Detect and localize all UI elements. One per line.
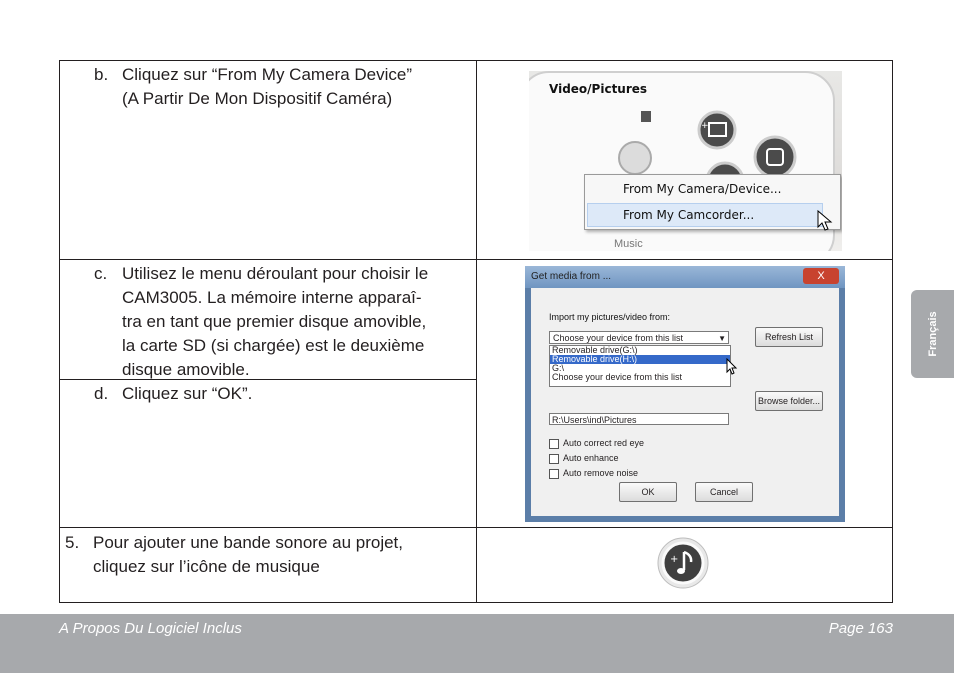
- page-footer: [0, 614, 954, 673]
- music-label: Music: [614, 238, 643, 250]
- checkbox-label: Auto correct red eye: [563, 438, 645, 448]
- step-text: [122, 63, 412, 111]
- row-divider: [59, 527, 893, 528]
- save-icon: [641, 111, 651, 122]
- svg-text:+: +: [670, 554, 679, 565]
- step-marker: d.: [94, 384, 109, 403]
- step-line: la carte SD (si chargée) est le deuxième: [122, 336, 425, 355]
- video-pictures-screenshot: [529, 71, 842, 251]
- step-marker: c.: [94, 264, 108, 283]
- step-text: [93, 531, 403, 579]
- cancel-button[interactable]: Cancel: [695, 482, 753, 502]
- dropdown-item[interactable]: Removable drive(G:\): [552, 345, 638, 355]
- checkbox-icon: [549, 469, 559, 479]
- menu-item-camcorder[interactable]: From My Camcorder...: [587, 203, 823, 227]
- step-line: (A Partir De Mon Dispositif Caméra): [122, 89, 393, 108]
- step-text: [122, 382, 252, 406]
- device-dropdown-list: [549, 345, 731, 387]
- checkbox-red-eye[interactable]: [549, 438, 644, 449]
- import-label: Import my pictures/video from:: [549, 312, 671, 322]
- language-tab-label: Français: [926, 311, 939, 357]
- step-line: cliquez sur l’icône de musique: [93, 557, 320, 576]
- checkbox-noise[interactable]: [549, 468, 638, 479]
- combo-value: Choose your device from this list: [553, 333, 684, 343]
- camera-device-icon: [755, 137, 795, 177]
- dialog-body: [531, 288, 839, 516]
- row-divider: [59, 259, 893, 260]
- column-divider: [476, 60, 477, 603]
- device-combo[interactable]: [549, 331, 729, 344]
- step-marker: 5.: [65, 533, 80, 552]
- step-line: CAM3005. La mémoire interne apparaî-: [122, 288, 422, 307]
- browse-folder-button[interactable]: Browse folder...: [755, 391, 823, 411]
- step-line: Pour ajouter une bande sonore au projet,: [93, 533, 404, 552]
- menu-item-camera-device[interactable]: From My Camera/Device...: [623, 182, 782, 196]
- step-line: tra en tant que premier disque amovible,: [122, 312, 427, 331]
- step-line: Cliquez sur “OK”.: [122, 384, 253, 403]
- step-line: Utilisez le menu déroulant pour choisir le: [122, 264, 429, 283]
- step-line: disque amovible.: [122, 360, 250, 379]
- checkbox-enhance[interactable]: [549, 453, 619, 464]
- dialog-titlebar: [525, 266, 845, 288]
- folder-path-field[interactable]: R:\Users\ind\Pictures: [549, 413, 729, 425]
- ok-button[interactable]: OK: [619, 482, 677, 502]
- dropdown-item[interactable]: Removable drive(H:\): [550, 355, 730, 364]
- get-media-dialog-screenshot: [525, 266, 845, 522]
- checkbox-label: Auto remove noise: [563, 468, 639, 478]
- dropdown-item[interactable]: Choose your device from this list: [552, 372, 683, 382]
- checkbox-icon: [549, 439, 559, 449]
- step-marker: b.: [94, 65, 109, 84]
- music-add-icon[interactable]: [656, 536, 710, 590]
- checkbox-label: Auto enhance: [563, 453, 619, 463]
- page-number: Page 163: [828, 620, 893, 637]
- step-line: Cliquez sur “From My Camera Device”: [122, 65, 412, 84]
- chevron-down-icon: ▼: [718, 334, 726, 343]
- language-tab: [911, 290, 954, 378]
- footer-section-title: A Propos Du Logiciel Inclus: [59, 620, 242, 637]
- step-text: [122, 262, 428, 382]
- disc-icon: [619, 142, 651, 174]
- close-button[interactable]: X: [803, 268, 839, 284]
- checkbox-icon: [549, 454, 559, 464]
- refresh-list-button[interactable]: Refresh List: [755, 327, 823, 347]
- dialog-title: Get media from ...: [531, 271, 612, 282]
- cursor-icon: [816, 209, 834, 233]
- svg-text:+: +: [701, 121, 709, 131]
- context-menu: [584, 174, 841, 230]
- cursor-icon: [725, 358, 739, 376]
- panel-title: Video/Pictures: [549, 82, 648, 96]
- dropdown-item[interactable]: G:\: [552, 363, 565, 373]
